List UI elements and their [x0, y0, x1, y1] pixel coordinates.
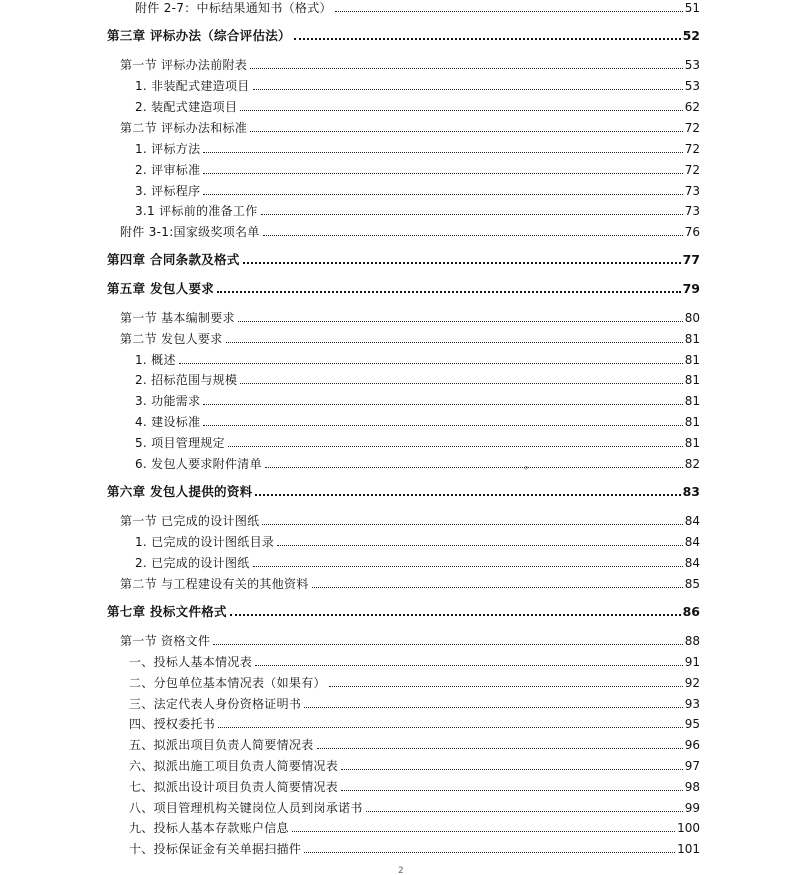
toc-entry-page: 80: [684, 311, 700, 325]
dot-leader: [335, 11, 683, 12]
toc-entry-page: 81: [684, 415, 700, 429]
toc-entry-title: 3. 评标程序: [135, 184, 201, 198]
toc-entry-page: 72: [684, 121, 700, 135]
toc-section[interactable]: [120, 120, 700, 136]
toc-entry[interactable]: [129, 779, 700, 795]
dot-leader: [179, 363, 683, 364]
dot-leader: [226, 342, 683, 343]
toc-entry-title: 第五章 发包人要求: [107, 281, 215, 296]
toc-entry-title: 5. 项目管理规定: [135, 436, 225, 450]
toc-entry-title: 1. 已完成的设计图纸目录: [135, 535, 275, 549]
toc-entry[interactable]: [129, 716, 700, 732]
toc-entry-page: 72: [684, 163, 700, 177]
toc-entry-title: 第一节 评标办法前附表: [120, 58, 248, 72]
dot-leader: [366, 811, 683, 812]
dot-leader: [263, 235, 683, 236]
dot-leader: [261, 214, 683, 215]
toc-entry-title: 3. 功能需求: [135, 394, 201, 408]
dot-leader: [238, 321, 683, 322]
toc-entry-title: 2. 评审标准: [135, 163, 201, 177]
dot-leader: [341, 769, 683, 770]
toc-entry-title: 第一节 基本编制要求: [120, 311, 235, 325]
toc-entry-title: 2. 招标范围与规模: [135, 373, 238, 387]
toc-entry-page: 98: [684, 780, 700, 794]
toc-entry-title: 第一节 已完成的设计图纸: [120, 514, 260, 528]
toc-entry-page: 91: [684, 655, 700, 669]
toc-entry-title: 6. 发包人要求附件清单: [135, 457, 262, 471]
dot-leader: [203, 173, 682, 174]
toc-entry[interactable]: [135, 435, 700, 451]
toc-entry-page: 62: [684, 100, 700, 114]
toc-entry-page: 92: [684, 676, 700, 690]
dot-leader: [294, 38, 681, 40]
toc-entry[interactable]: [135, 0, 700, 16]
dot-leader: [218, 727, 683, 728]
toc-entry[interactable]: [129, 675, 700, 691]
toc-entry-title: 附件 2-7：中标结果通知书（格式）: [135, 1, 332, 15]
toc-entry[interactable]: [135, 534, 700, 550]
toc-entry-page: 100: [677, 821, 700, 835]
stray-punctuation-mark: 。: [524, 458, 535, 471]
toc-entry-page: 79: [682, 281, 700, 296]
dot-leader: [341, 790, 683, 791]
toc-entry[interactable]: [129, 800, 700, 816]
dot-leader: [250, 68, 683, 69]
toc-entry-title: 四、授权委托书: [129, 717, 216, 731]
toc-entry-page: 81: [684, 332, 700, 346]
toc-section[interactable]: [120, 57, 700, 73]
toc-entry-page: 73: [684, 204, 700, 218]
toc-chapter[interactable]: [107, 604, 700, 620]
toc-entry-title: 第四章 合同条款及格式: [107, 252, 240, 267]
dot-leader: [277, 545, 683, 546]
dot-leader: [203, 425, 682, 426]
toc-entry-page: 95: [684, 717, 700, 731]
dot-leader: [253, 566, 683, 567]
toc-entry-page: 81: [684, 353, 700, 367]
toc-entry[interactable]: [129, 696, 700, 712]
toc-entry-title: 第七章 投标文件格式: [107, 604, 227, 619]
dot-leader: [253, 89, 683, 90]
toc-entry[interactable]: [135, 99, 700, 115]
dot-leader: [329, 686, 683, 687]
dot-leader: [203, 194, 682, 195]
dot-leader: [262, 524, 682, 525]
dot-leader: [243, 262, 681, 264]
toc-entry[interactable]: [135, 414, 700, 430]
toc-entry-page: 72: [684, 142, 700, 156]
toc-entry-title: 1. 概述: [135, 353, 176, 367]
toc-entry-page: 53: [684, 79, 700, 93]
dot-leader: [304, 852, 675, 853]
dot-leader: [203, 152, 682, 153]
toc-entry-page: 84: [684, 535, 700, 549]
toc-entry-title: 2. 装配式建造项目: [135, 100, 238, 114]
toc-entry[interactable]: [135, 183, 700, 199]
toc-entry-page: 93: [684, 697, 700, 711]
dot-leader: [230, 614, 681, 616]
toc-entry-title: 六、拟派出施工项目负责人简要情况表: [129, 759, 339, 773]
dot-leader: [203, 404, 682, 405]
toc-entry[interactable]: [135, 393, 700, 409]
toc-entry[interactable]: [135, 203, 700, 219]
toc-entry-title: 1. 评标方法: [135, 142, 201, 156]
toc-entry-title: 第三章 评标办法（综合评估法）: [107, 28, 291, 43]
toc-entry-page: 82: [684, 457, 700, 471]
dot-leader: [217, 291, 681, 293]
toc-section[interactable]: [120, 310, 700, 326]
toc-entry-page: 101: [677, 842, 700, 856]
dot-leader: [228, 446, 683, 447]
toc-entry-page: 77: [682, 252, 700, 267]
dot-leader: [250, 131, 683, 132]
dot-leader: [255, 494, 680, 496]
dot-leader: [255, 665, 683, 666]
toc-entry[interactable]: [135, 78, 700, 94]
dot-leader: [265, 467, 683, 468]
dot-leader: [240, 383, 682, 384]
toc-entry-page: 76: [684, 225, 700, 239]
toc-section[interactable]: [120, 576, 700, 592]
toc-entry-page: 99: [684, 801, 700, 815]
toc-section[interactable]: [120, 224, 700, 240]
toc-entry-title: 附件 3-1:国家级奖项名单: [120, 225, 260, 239]
toc-entry-title: 九、投标人基本存款账户信息: [129, 821, 289, 835]
toc-entry[interactable]: [129, 820, 700, 836]
toc-chapter[interactable]: [107, 281, 700, 297]
toc-entry-page: 53: [684, 58, 700, 72]
toc-entry-page: 51: [684, 1, 700, 15]
toc-entry-page: 81: [684, 373, 700, 387]
toc-entry-page: 73: [684, 184, 700, 198]
toc-entry-title: 第一节 资格文件: [120, 634, 211, 648]
toc-entry[interactable]: [129, 654, 700, 670]
dot-leader: [317, 748, 683, 749]
toc-entry[interactable]: [135, 555, 700, 571]
toc-chapter[interactable]: [107, 484, 700, 500]
toc-entry-title: 八、项目管理机构关键岗位人员到岗承诺书: [129, 801, 363, 815]
toc-entry-title: 第二节 与工程建设有关的其他资料: [120, 577, 309, 591]
toc-chapter[interactable]: [107, 28, 700, 44]
toc-entry-title: 第二节 发包人要求: [120, 332, 223, 346]
dot-leader: [312, 587, 683, 588]
toc-entry[interactable]: [135, 162, 700, 178]
toc-entry[interactable]: [135, 352, 700, 368]
toc-section[interactable]: [120, 513, 700, 529]
toc-entry-page: 83: [682, 484, 700, 499]
toc-entry-page: 86: [682, 604, 700, 619]
dot-leader: [213, 644, 683, 645]
toc-entry-title: 一、投标人基本情况表: [129, 655, 253, 669]
toc-entry-title: 第六章 发包人提供的资料: [107, 484, 253, 499]
page-number: 2: [398, 866, 404, 875]
toc-entry-page: 52: [682, 28, 700, 43]
toc-entry-title: 二、分包单位基本情况表（如果有）: [129, 676, 326, 690]
toc-entry-page: 85: [684, 577, 700, 591]
toc-entry-title: 十、投标保证金有关单据扫描件: [129, 842, 302, 856]
dot-leader: [304, 707, 683, 708]
toc-entry[interactable]: [135, 141, 700, 157]
toc-section[interactable]: [120, 331, 700, 347]
toc-entry[interactable]: [129, 758, 700, 774]
toc-entry-title: 第二节 评标办法和标准: [120, 121, 248, 135]
toc-entry-title: 七、拟派出设计项目负责人简要情况表: [129, 780, 339, 794]
toc-entry-title: 三、法定代表人身份资格证明书: [129, 697, 302, 711]
dot-leader: [240, 110, 682, 111]
toc-entry-title: 3.1 评标前的准备工作: [135, 204, 258, 218]
toc-entry-page: 97: [684, 759, 700, 773]
toc-section[interactable]: [120, 633, 700, 649]
toc-entry-title: 4. 建设标准: [135, 415, 201, 429]
toc-entry-page: 88: [684, 634, 700, 648]
toc-entry-title: 五、拟派出项目负责人简要情况表: [129, 738, 314, 752]
toc-entry[interactable]: [135, 456, 700, 472]
toc-entry[interactable]: [129, 841, 700, 857]
toc-entry-page: 96: [684, 738, 700, 752]
toc-entry-page: 84: [684, 514, 700, 528]
toc-entry-title: 1. 非装配式建造项目: [135, 79, 250, 93]
toc-entry[interactable]: [135, 372, 700, 388]
toc-chapter[interactable]: [107, 252, 700, 268]
toc-entry-title: 2. 已完成的设计图纸: [135, 556, 250, 570]
toc-entry-page: 84: [684, 556, 700, 570]
toc-entry-page: 81: [684, 394, 700, 408]
dot-leader: [292, 831, 675, 832]
toc-entry[interactable]: [129, 737, 700, 753]
toc-entry-page: 81: [684, 436, 700, 450]
